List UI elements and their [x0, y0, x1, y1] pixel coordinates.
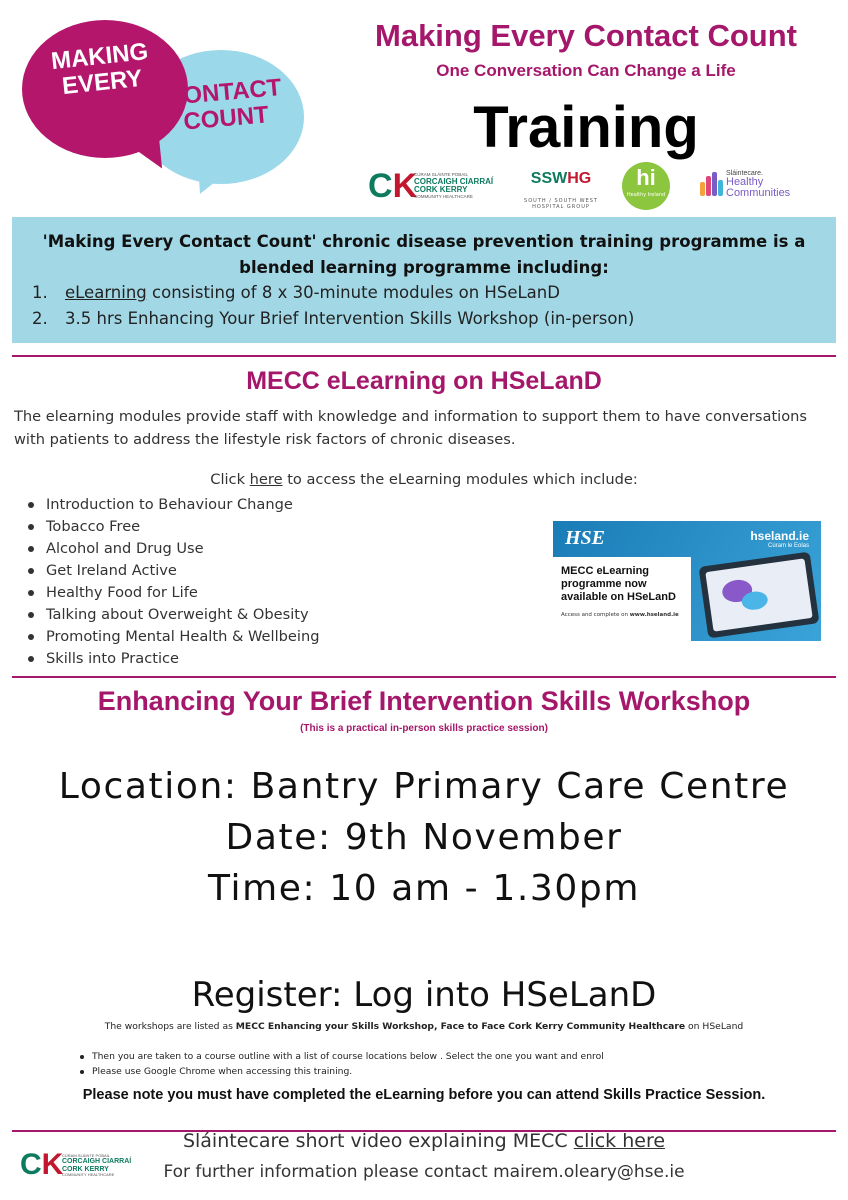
instruction-text: Then you are taken to a course outline with a list of course locations below . Select the one you want and enrol [92, 1051, 604, 1062]
bullet-icon [80, 1070, 84, 1074]
bullet-icon [28, 568, 34, 574]
list-item [22, 604, 319, 626]
bullet-icon [28, 524, 34, 530]
list-item [22, 626, 319, 648]
mecc-logo-text-making-every: MAKING EVERY [49, 38, 150, 101]
ck-logo-tag: CÚRAM SLÁINTE POBAIL [62, 1153, 111, 1158]
module-label: Skills into Practice [46, 650, 180, 667]
register-instructions-list [80, 1049, 604, 1079]
promo-card-title: MECC eLearning programme now available on HSeLanD [561, 565, 676, 603]
slaintecare-healthy-communities-logo [700, 170, 810, 200]
module-label: Introduction to Behaviour Change [46, 496, 293, 513]
module-label: Alcohol and Drug Use [46, 540, 204, 557]
bullet-icon [28, 590, 34, 596]
list-item [22, 582, 319, 604]
healthy-ireland-hi: hi [636, 165, 656, 190]
ck-logo-tag: CÚRAM SLÁINTE POBAIL [414, 172, 469, 177]
promo-sub-prefix: Access and complete on [561, 612, 630, 618]
workshop-date: Date: 9th November [225, 817, 623, 858]
list-item [22, 560, 319, 582]
tablet-screen [705, 558, 812, 631]
elearning-link[interactable]: eLearning [65, 283, 147, 302]
module-label: Tobacco Free [46, 518, 141, 535]
slaintecare-people-icon [700, 172, 722, 198]
mecc-logo-text-contact-count: CONTACT COUNT [165, 74, 283, 136]
page-title: Making Every Contact Count [375, 18, 797, 53]
video-click-here-link[interactable]: click here [573, 1130, 666, 1152]
list-item [22, 648, 319, 670]
ck-logo-line-2: CORK KERRY [414, 185, 468, 195]
sswhg-logo-text: SSWHG [530, 170, 592, 187]
register-heading: Register: Log into HSeLanD [191, 975, 657, 1015]
footer-contact: For further information please contact mairem.oleary@hse.ie [163, 1162, 685, 1182]
access-line-prefix: Click [210, 471, 250, 488]
hse-logo: HSE [565, 527, 606, 549]
healthy-communities-line-2: Communities [726, 187, 791, 199]
programme-intro-heading: 'Making Every Contact Count' chronic disease prevention training programme is a blended learning programme including: [42, 232, 806, 277]
video-line-prefix: Sláintecare short video explaining MECC [182, 1130, 574, 1152]
list-number: 1. [32, 283, 48, 302]
bullet-icon [80, 1055, 84, 1059]
list-number: 2. [32, 309, 48, 328]
promo-card-subtext [561, 612, 691, 618]
workshop-section-title: Enhancing Your Brief Intervention Skills Workshop [97, 686, 751, 716]
bullet-icon [28, 546, 34, 552]
ck-logo-icon: CK [368, 167, 418, 205]
ck-logo-line-3: COMMUNITY HEALTHCARE [62, 1171, 115, 1177]
list-item [80, 1064, 604, 1079]
bullet-icon [28, 656, 34, 662]
programme-component-text: consisting of 8 x 30-minute modules on HSeLanD [146, 283, 560, 302]
programme-component-text: 3.5 hrs Enhancing Your Brief Intervention Skills Workshop (in-person) [65, 309, 635, 328]
module-label: Talking about Overweight & Obesity [46, 606, 309, 623]
workshop-time: Time: 10 am - 1.30pm [207, 868, 640, 909]
elearning-section-title: MECC eLearning on HSeLanD [246, 367, 602, 395]
programme-component-item [32, 306, 634, 332]
elearning-access-line [14, 471, 834, 488]
ck-logo-line-3: COMMUNITY HEALTHCARE [414, 193, 473, 199]
bullet-icon [28, 634, 34, 640]
ck-logo-line-1: CORCAIGH CIARRAÍ [414, 176, 494, 186]
section-divider [12, 676, 836, 678]
module-label: Healthy Food for Life [46, 584, 198, 601]
tablet-icon [699, 552, 820, 639]
hseland-site-tag: Cúram le Eolas [767, 543, 809, 549]
ck-community-healthcare-logo [368, 167, 508, 206]
healthy-ireland-subtext: Healthy Ireland [626, 192, 666, 198]
bullet-icon [28, 502, 34, 508]
listing-prefix: The workshops are listed as [104, 1021, 236, 1032]
promo-card [553, 557, 691, 641]
workshop-note: (This is a practical in-person skills practice session) [300, 723, 548, 734]
promo-sub-site: www.hseland.ie [629, 612, 679, 618]
prerequisite-note: Please note you must have completed the eLearning before you can attend Skills Practice Session. [82, 1087, 766, 1103]
listing-course-name: MECC Enhancing your Skills Workshop, Face to Face Cork Kerry Community Healthcare [235, 1021, 686, 1032]
elearning-here-link[interactable]: here [249, 471, 283, 488]
ck-logo-line-2: CORK KERRY [62, 1165, 109, 1173]
programme-intro-box [12, 217, 836, 343]
ck-logo-icon: CK [20, 1148, 64, 1181]
programme-component-item [32, 280, 634, 306]
workshop-location: Location: Bantry Primary Care Centre [58, 766, 790, 807]
ck-logo-line-1: CORCAIGH CIARRAÍ [62, 1158, 132, 1166]
elearning-modules-list [22, 494, 319, 670]
footer-video-line [12, 1130, 836, 1152]
hseland-promo-image [553, 521, 821, 641]
listing-suffix: on HSeLand [685, 1021, 744, 1032]
section-divider [12, 355, 836, 357]
healthy-ireland-logo [622, 162, 670, 210]
sswhg-logo-subtext: SOUTH / SOUTH WEST HOSPITAL GROUP [524, 198, 598, 210]
list-item [22, 494, 319, 516]
list-item [22, 538, 319, 560]
slaintecare-label: Sláintecare. [726, 170, 763, 177]
programme-components-list [32, 280, 634, 332]
training-heading: Training [473, 95, 699, 160]
page-subtitle: One Conversation Can Change a Life [436, 61, 736, 80]
hseland-site-name: hseland.ie [750, 529, 809, 543]
hseland-site-label [750, 529, 809, 549]
register-listing-info [12, 1021, 836, 1032]
sswhg-logo [522, 170, 600, 210]
list-item [80, 1049, 604, 1064]
module-label: Promoting Mental Health & Wellbeing [46, 628, 320, 645]
bullet-icon [28, 612, 34, 618]
instruction-text: Please use Google Chrome when accessing this training. [92, 1066, 353, 1077]
elearning-description: The elearning modules provide staff with knowledge and information to support them to have conversations with patients to address the lifestyle risk factors of chronic diseases. [14, 408, 808, 448]
healthy-communities-line-1: Healthy [726, 176, 764, 188]
module-label: Get Ireland Active [46, 562, 177, 579]
list-item [22, 516, 319, 538]
access-line-suffix: to access the eLearning modules which include: [282, 471, 638, 488]
